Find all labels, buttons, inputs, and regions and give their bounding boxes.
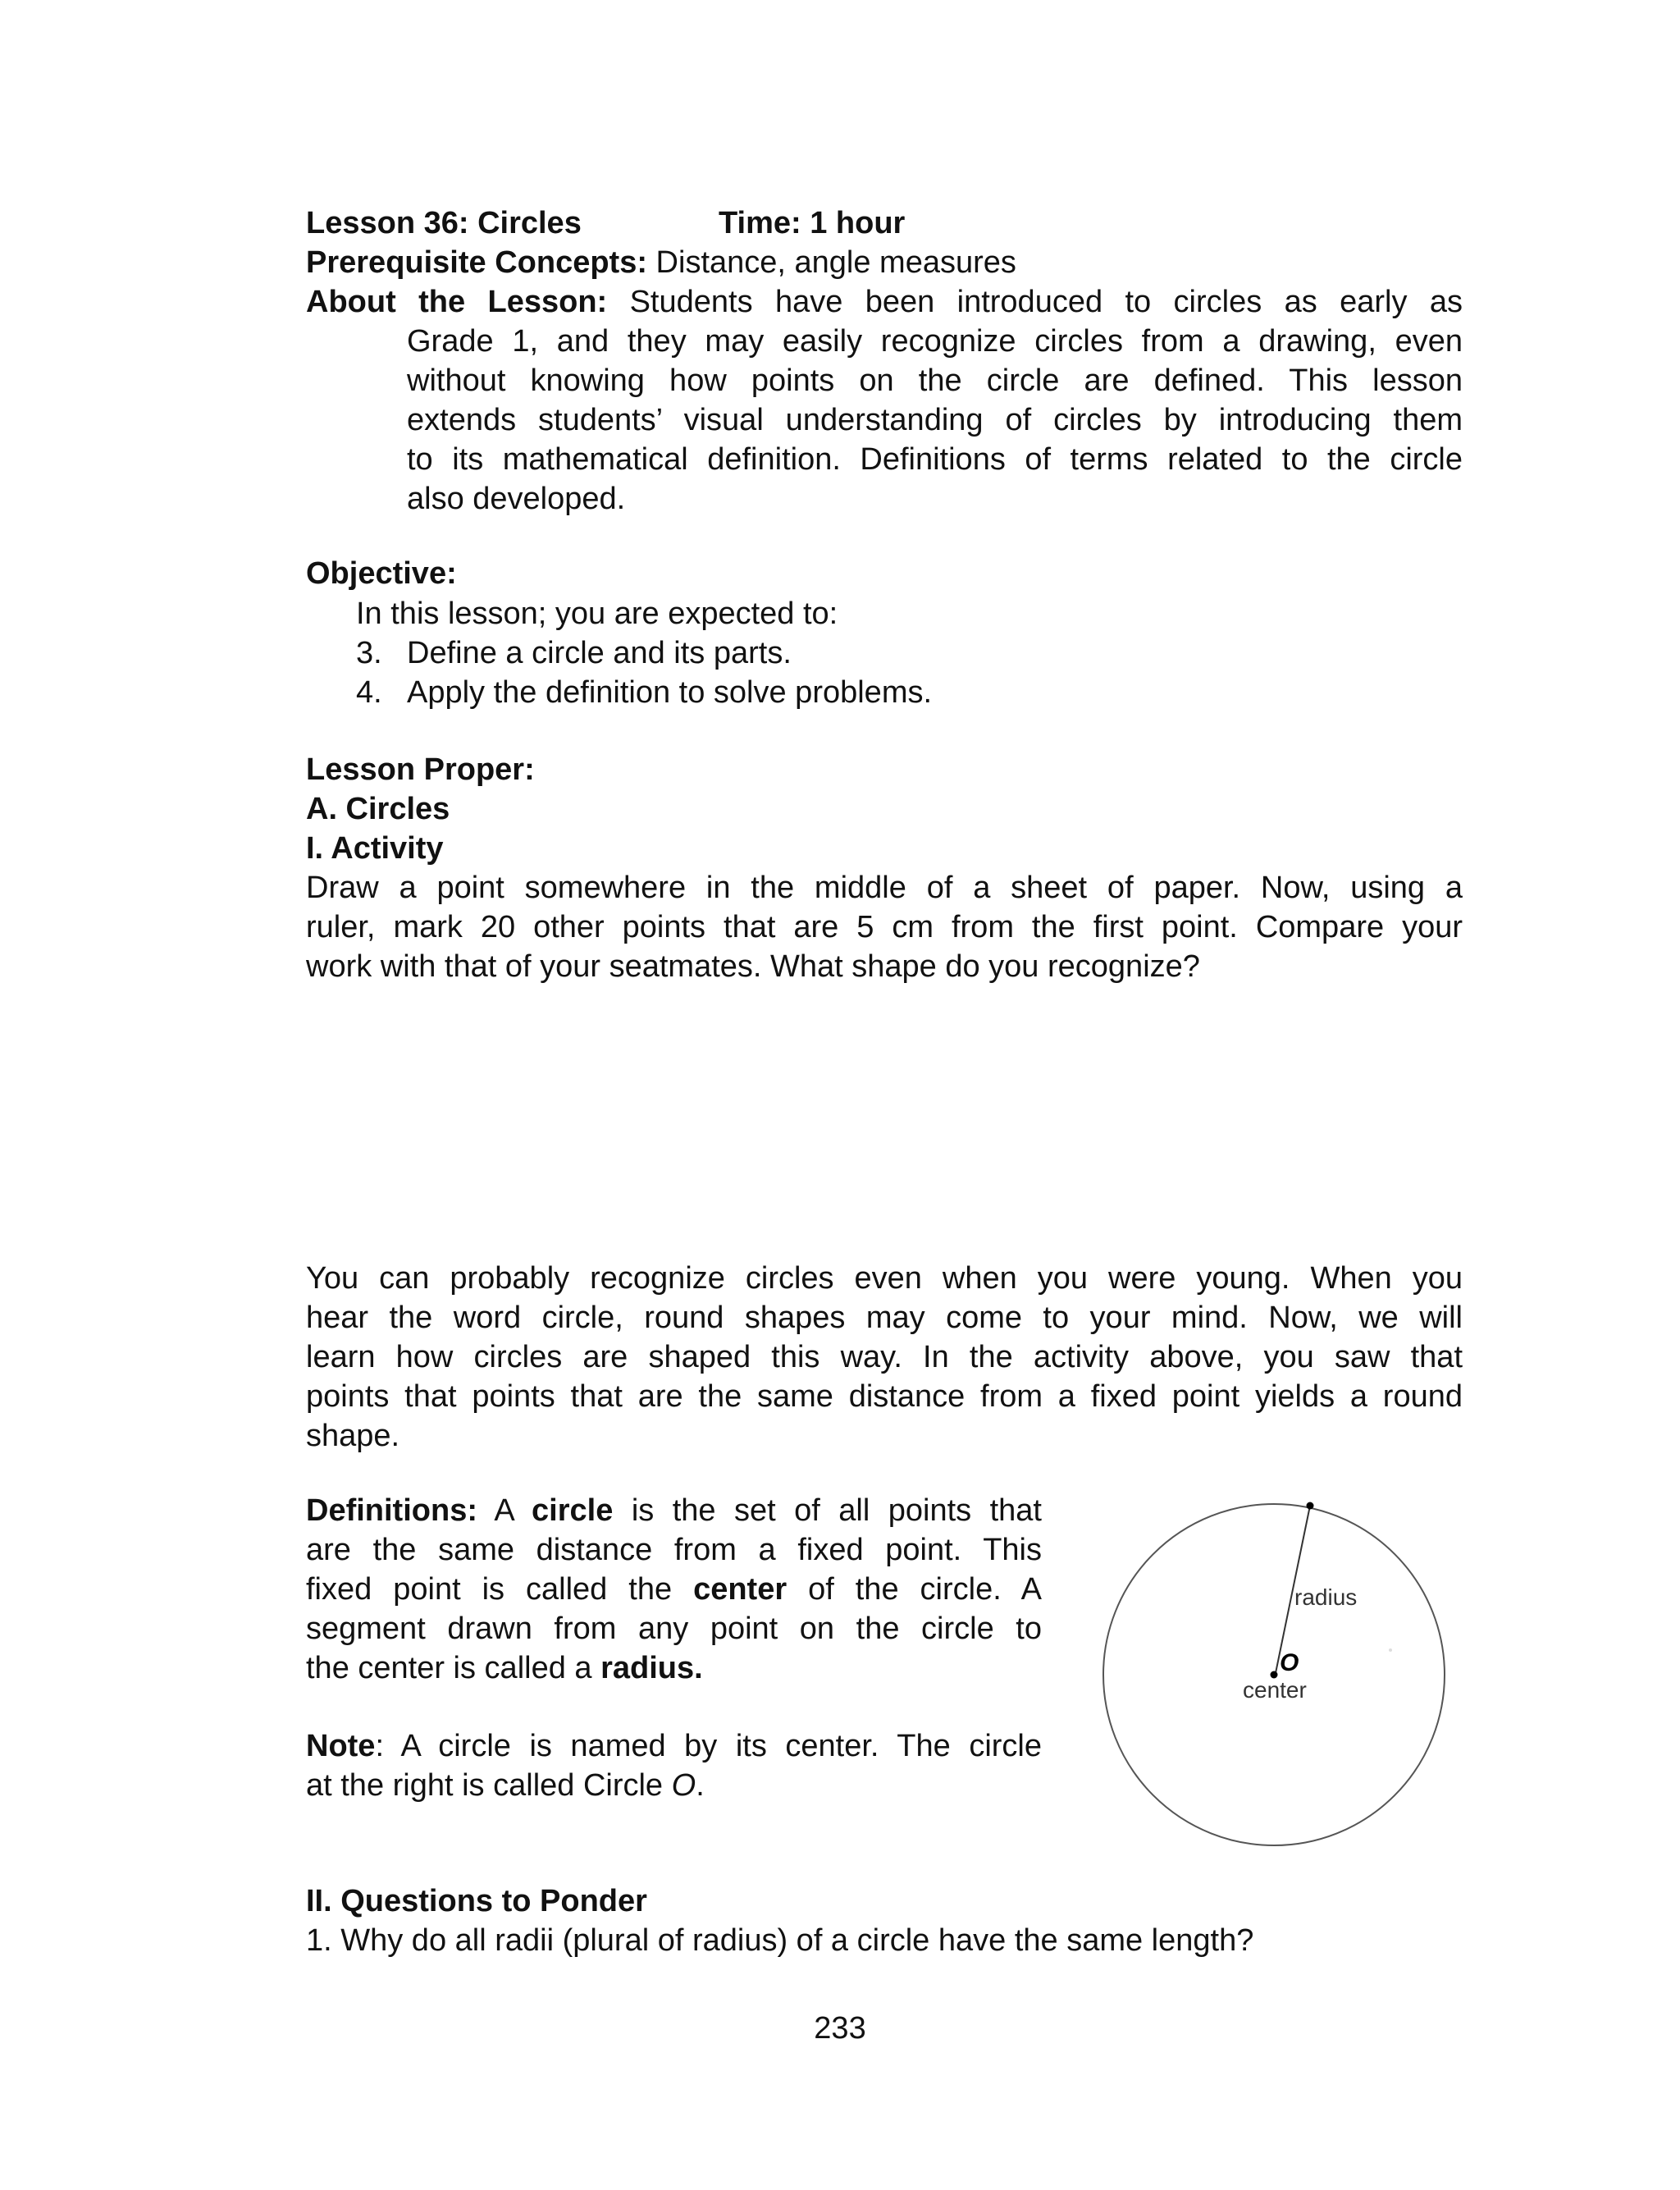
definition-text: fixed point is called the (306, 1572, 694, 1607)
stray-dot (1389, 1648, 1392, 1652)
objective-number: 4. (356, 675, 382, 710)
discussion-line: learn how circles are shaped this way. In the activity above, you saw that (306, 1340, 1463, 1374)
lesson-time: Time: 1 hour (719, 206, 906, 240)
page-number: 233 (814, 2011, 866, 2046)
activity-line: work with that of your seatmates. What shape do you recognize? (306, 949, 1200, 984)
discussion-line: You can probably recognize circles even when you were young. When you (306, 1261, 1463, 1296)
objective-intro: In this lesson; you are expected to: (356, 597, 838, 631)
lesson-proper-heading: Lesson Proper: (306, 752, 535, 787)
about-line: Grade 1, and they may easily recognize circles from a drawing, even (407, 324, 1463, 359)
discussion-line: points that points that are the same distance from a fixed point yields a round (306, 1379, 1463, 1414)
note-text: at the right is called Circle (306, 1768, 672, 1803)
activity-line: Draw a point somewhere in the middle of a sheet of paper. Now, using a (306, 871, 1463, 905)
center-label: center (1243, 1677, 1307, 1703)
term-center: center (693, 1572, 788, 1607)
definition-line: segment drawn from any point on the circle to (306, 1612, 1042, 1646)
note-text: : A circle is named by its center. The circle (375, 1729, 1042, 1763)
prerequisite-label: Prerequisite Concepts: (306, 245, 647, 280)
definitions-label: Definitions: (306, 1493, 477, 1528)
definition-text: A (477, 1493, 532, 1528)
activity-line: ruler, mark 20 other points that are 5 cm from the first point. Compare your (306, 910, 1463, 944)
prerequisite-value: Distance, angle measures (647, 245, 1016, 280)
objective-item: Define a circle and its parts. (407, 636, 792, 670)
about-first-text: Students have been introduced to circles as early as (607, 285, 1463, 319)
about-line: to its mathematical definition. Definitions of terms related to the circle (407, 442, 1463, 477)
lesson-title: Lesson 36: Circles (306, 206, 582, 240)
objective-heading: Objective: (306, 556, 457, 591)
circle-name: O (671, 1768, 696, 1803)
definition-text: is the set of all points that (613, 1493, 1042, 1528)
definition-text: of the circle. A (787, 1572, 1042, 1607)
definition-line: are the same distance from a fixed point. This (306, 1533, 1042, 1567)
about-line: without knowing how points on the circle are defined. This lesson (407, 363, 1463, 398)
question-item: 1. Why do all radii (plural of radius) of a circle have the same length? (306, 1923, 1254, 1958)
section-heading: A. Circles (306, 792, 450, 826)
point-on-circle (1307, 1502, 1314, 1510)
about-line: extends students’ visual understanding of circles by introducing them (407, 403, 1463, 437)
about-label: About the Lesson: (306, 285, 608, 319)
term-radius: radius. (600, 1651, 703, 1685)
center-name-label: O (1280, 1649, 1299, 1676)
objective-item: Apply the definition to solve problems. (407, 675, 933, 710)
radius-label: radius (1294, 1584, 1358, 1610)
term-circle: circle (532, 1493, 614, 1528)
discussion-line: hear the word circle, round shapes may come to your mind. Now, we will (306, 1301, 1463, 1335)
questions-heading: II. Questions to Ponder (306, 1884, 647, 1918)
note-label: Note (306, 1729, 376, 1763)
activity-heading: I. Activity (306, 831, 444, 866)
discussion-line: shape. (306, 1419, 400, 1453)
definition-text: the center is called a (306, 1651, 601, 1685)
objective-number: 3. (356, 636, 382, 670)
about-line: also developed. (407, 482, 626, 516)
note-text: . (696, 1768, 705, 1803)
